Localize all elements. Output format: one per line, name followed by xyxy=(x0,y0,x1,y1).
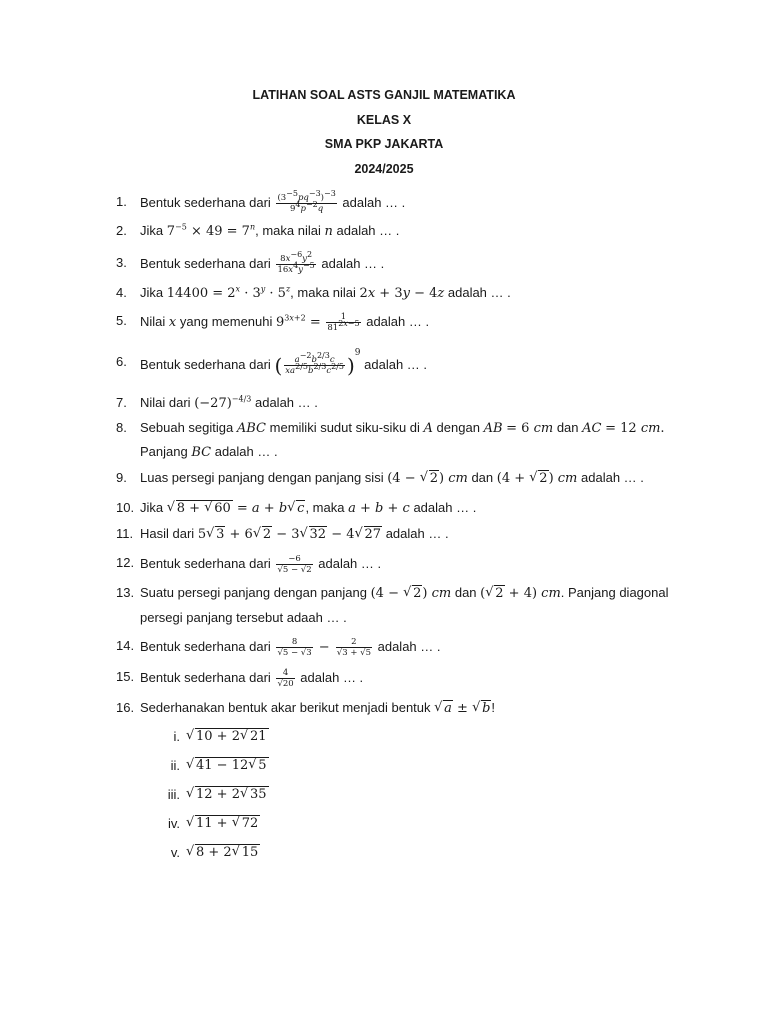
subitem-label: iv. xyxy=(167,816,180,831)
question-text: Luas persegi panjang dengan panjang sisi xyxy=(140,470,384,485)
math-expression: a + b + c xyxy=(348,501,410,516)
question-text: adalah … . xyxy=(447,285,511,300)
title-line-2: KELAS X xyxy=(356,113,412,127)
math-paren: ( xyxy=(274,353,283,378)
math-expression xyxy=(186,816,260,831)
subitem-iv xyxy=(0,816,768,836)
math-expression: (4 − √ 2) cm xyxy=(387,471,468,486)
radicand-part: 10 + 2 xyxy=(196,729,240,744)
question-text: adalah … . xyxy=(300,669,364,685)
question-text: Hasil dari xyxy=(140,526,195,541)
question-text: Nilai dari xyxy=(140,395,191,410)
question-number: 9. xyxy=(116,470,127,485)
question-text: dan xyxy=(556,420,579,435)
math-fraction: $\frac{4}{√20}$ xyxy=(277,668,294,689)
math-expression xyxy=(186,758,269,773)
subitem-v xyxy=(0,845,768,865)
question-text: adalah … . xyxy=(364,357,428,372)
math-expression: $(-27)^{-4/3}$ xyxy=(194,394,252,411)
question-number: 14. xyxy=(116,638,135,653)
question-text: Suatu persegi panjang dengan panjang xyxy=(140,585,367,600)
question-text: adalah … . xyxy=(254,395,318,410)
question-text: adalah … . xyxy=(318,555,382,571)
question-text: adalah … . xyxy=(581,470,644,485)
math-expression: $7^{-5} \times 49 = 7^n$ xyxy=(166,222,256,239)
math-variable: BC xyxy=(191,445,212,460)
question-number: 7. xyxy=(116,395,127,410)
question-text: Nilai xyxy=(140,313,166,329)
radicand-part: 12 + 2 xyxy=(196,787,240,802)
math-fraction: $\frac{8}{√5 - √3}$ xyxy=(277,637,312,658)
question-text: dan xyxy=(454,585,477,600)
math-expression xyxy=(186,787,269,802)
question-text: Jika xyxy=(140,223,164,238)
title-line-1: LATIHAN SOAL ASTS GANJIL MATEMATIKA xyxy=(252,88,516,102)
question-text: Bentuk sederhana dari xyxy=(140,638,271,654)
question-number: 13. xyxy=(116,585,135,600)
subitem-label: v. xyxy=(170,845,180,860)
question-text: Bentuk sederhana dari xyxy=(140,555,271,571)
title-line-4: 2024/2025 xyxy=(354,162,414,176)
math-expression: √ a ± √ b xyxy=(434,701,491,716)
subitem-label: iii. xyxy=(167,787,180,802)
question-text: adalah … . xyxy=(385,526,449,541)
math-fraction: $\frac{2}{√3 + √5}$ xyxy=(336,637,371,658)
math-fraction: $\frac{8x^{-6}y^2}{16x^4y^{-5}}$ xyxy=(277,250,315,275)
question-text: adalah … . xyxy=(321,255,385,271)
subitem-label: i. xyxy=(173,729,180,744)
question-text: . Panjang diagonal xyxy=(560,585,669,600)
question-text: adalah … . xyxy=(413,500,477,515)
question-text: Jika xyxy=(140,500,164,515)
question-number: 4. xyxy=(116,285,127,300)
math-expression xyxy=(186,845,260,860)
subitem-ii xyxy=(0,758,768,778)
question-number: 1. xyxy=(116,194,127,209)
math-operator: − xyxy=(314,639,334,655)
question-number: 5. xyxy=(116,313,127,328)
math-variable: A xyxy=(423,421,433,436)
math-variable: n xyxy=(324,224,333,239)
math-expression: = 12 cm. xyxy=(605,421,665,436)
question-text: persegi panjang tersebut adaah … . xyxy=(140,610,347,625)
math-expression: (4 + √ 2) cm xyxy=(497,471,578,486)
question-text: adalah … . xyxy=(366,313,430,329)
radicand-part: 11 + xyxy=(196,816,232,831)
math-fraction: $\frac{a^{-2}b^{2/3}c}{xa^{2/5}b^{2/3}c^{2/5}}$ xyxy=(285,351,344,377)
question-number: 6. xyxy=(116,354,127,369)
math-expression: $14400 = 2^x \cdot 3^y \cdot 5^z$ xyxy=(166,284,291,301)
question-text: Panjang xyxy=(140,444,188,459)
radicand-part: 8 + 2 xyxy=(196,845,232,860)
question-text: Sebuah segitiga xyxy=(140,420,234,435)
inner-radicand: 72 xyxy=(241,816,259,831)
math-expression: 5√ 3 + 6√ 2 − 3√ 32 − 4√ 27 xyxy=(198,527,382,542)
radicand-part: 41 − 12 xyxy=(196,758,249,773)
inner-radicand: 15 xyxy=(241,845,259,860)
question-text: , maka nilai xyxy=(255,223,321,238)
question-text: Bentuk sederhana dari xyxy=(140,669,271,685)
question-text: adalah … . xyxy=(336,223,400,238)
math-expression: 2x + 3y − 4z xyxy=(359,286,445,301)
question-text: , maka xyxy=(305,500,345,515)
question-text: adalah … . xyxy=(214,444,278,459)
question-number: 12. xyxy=(116,555,135,570)
question-text: adalah … . xyxy=(342,194,406,210)
math-expression: (4 − √ 2) cm xyxy=(371,586,452,601)
question-text: dan xyxy=(471,470,494,485)
question-text: yang memenuhi xyxy=(179,313,273,329)
inner-radicand: 21 xyxy=(249,729,267,744)
question-text: ! xyxy=(491,700,496,715)
question-text: Jika xyxy=(140,285,164,300)
math-variable: ABC xyxy=(236,421,267,436)
math-fraction: $\frac{(3^{-5}pq^{-3})^{-3}}{9^4p^{-2}q}$ xyxy=(277,189,336,214)
math-expression: √ 8 + √ 60 = a + b√ c xyxy=(167,501,306,516)
inner-radicand: 35 xyxy=(249,787,267,802)
question-text: Bentuk sederhana dari xyxy=(140,255,271,271)
question-number: 10. xyxy=(116,500,135,515)
math-fraction: $\frac{1}{81^{2x-5}}$ xyxy=(327,312,360,333)
question-number: 11. xyxy=(116,526,134,541)
inner-radicand: 5 xyxy=(258,758,267,773)
subitem-iii xyxy=(0,787,768,807)
question-text: Bentuk sederhana dari xyxy=(140,194,271,210)
question-text: , maka nilai xyxy=(290,285,356,300)
question-text: Sederhanakan bentuk akar berikut menjadi bentuk xyxy=(140,700,431,715)
question-number: 8. xyxy=(116,420,127,435)
question-text: memiliki sudut siku-siku di xyxy=(269,420,420,435)
subitem-label: ii. xyxy=(170,758,180,773)
question-number: 16. xyxy=(116,700,135,715)
math-expression: AC xyxy=(582,421,602,436)
question-number: 15. xyxy=(116,669,135,684)
question-text: adalah … . xyxy=(377,638,441,654)
question-number: 3. xyxy=(116,255,127,270)
math-expression: AB xyxy=(483,421,503,436)
question-number: 2. xyxy=(116,223,127,238)
title-line-3: SMA PKP JAKARTA xyxy=(324,137,444,151)
math-expression: = 6 cm xyxy=(506,421,554,436)
question-text: Bentuk sederhana dari xyxy=(140,357,271,372)
math-expression xyxy=(186,729,269,744)
question-text: dengan xyxy=(436,420,480,435)
math-expression: (√ 2 + 4) cm xyxy=(480,586,561,601)
math-paren: ) xyxy=(346,353,355,378)
subitem-i xyxy=(0,729,768,749)
math-expression: $9^{3x+2}$ = xyxy=(276,313,321,330)
math-fraction: $\frac{-6}{√5 - √2}$ xyxy=(277,554,312,575)
math-variable: x xyxy=(168,314,177,330)
